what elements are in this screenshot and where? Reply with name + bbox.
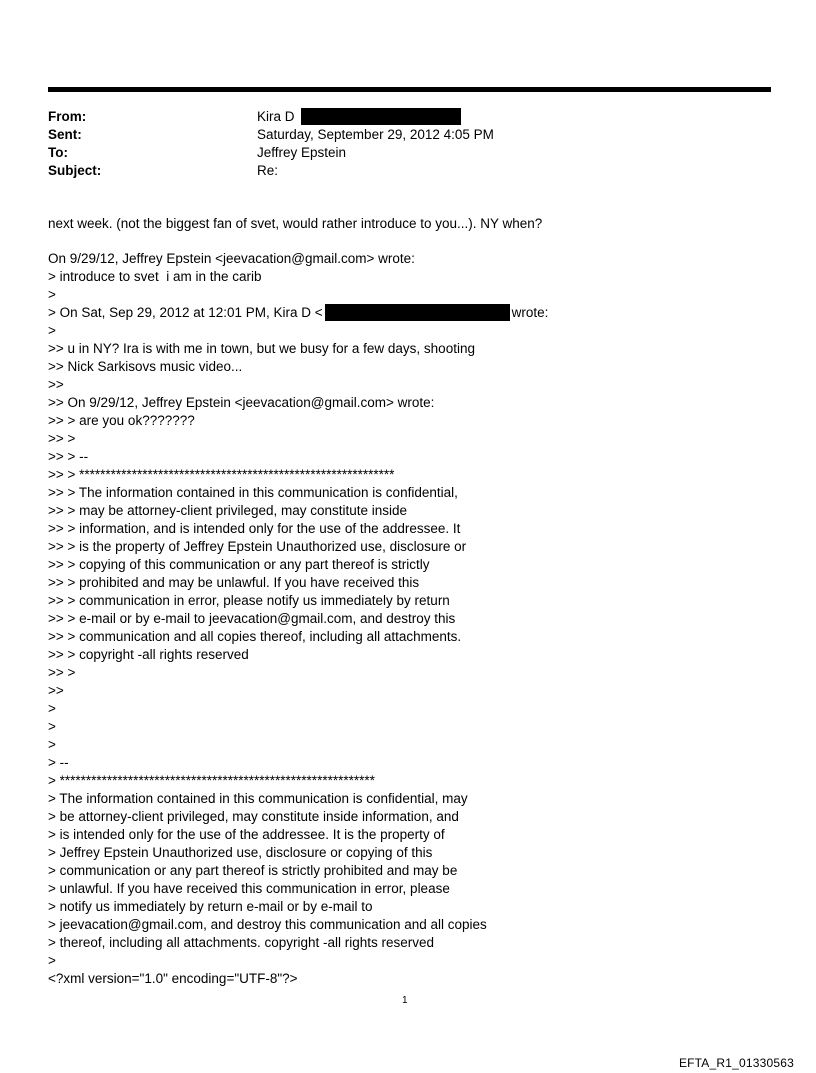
sent-label: Sent: bbox=[48, 127, 82, 142]
text-line: > unlawful. If you have received this communication in error, please bbox=[48, 881, 450, 896]
subject-label: Subject: bbox=[48, 163, 102, 178]
text-line: >> Nick Sarkisovs music video... bbox=[48, 359, 243, 374]
text-line: > -- bbox=[48, 755, 69, 770]
text-line: >> bbox=[48, 683, 64, 698]
text-line: > bbox=[48, 323, 56, 338]
text-line: > jeevacation@gmail.com, and destroy this communication and all copies bbox=[48, 917, 487, 932]
text-line: >> bbox=[48, 377, 64, 392]
text-line: > notify us immediately by return e-mail or by e-mail to bbox=[48, 899, 373, 914]
text-line: > bbox=[48, 701, 56, 716]
from-value bbox=[257, 108, 461, 126]
text-line: >> > may be attorney-client privileged, may constitute inside bbox=[48, 503, 408, 518]
redaction-box bbox=[301, 108, 461, 125]
quoted-header-prefix: > On Sat, Sep 29, 2012 at 12:01 PM, Kira D < bbox=[48, 305, 323, 320]
text-line: > The information contained in this communication is confidential, may bbox=[48, 791, 468, 806]
text-line: >> > bbox=[48, 665, 76, 680]
text-line: On 9/29/12, Jeffrey Epstein <jeevacation@gmail.com> wrote: bbox=[48, 251, 415, 266]
subject-value: Re: bbox=[257, 163, 279, 178]
text-line: >> > copyright -all rights reserved bbox=[48, 647, 249, 662]
text-line: >> u in NY? Ira is with me in town, but we busy for a few days, shooting bbox=[48, 341, 475, 356]
text-line: > thereof, including all attachments. copyright -all rights reserved bbox=[48, 935, 435, 950]
text-line: >> > e-mail or by e-mail to jeevacation@gmail.com, and destroy this bbox=[48, 611, 456, 626]
text-line: >> > are you ok??????? bbox=[48, 413, 195, 428]
text-line: >> > is the property of Jeffrey Epstein Unauthorized use, disclosure or bbox=[48, 539, 467, 554]
text-line: >> > information, and is intended only for the use of the addressee. It bbox=[48, 521, 461, 536]
document-id: EFTA_R1_01330563 bbox=[678, 1056, 794, 1070]
quoted-header-suffix: wrote: bbox=[511, 305, 549, 320]
text-line: > Jeffrey Epstein Unauthorized use, disclosure or copying of this bbox=[48, 845, 433, 860]
text-line: >> > communication and all copies thereof, including all attachments. bbox=[48, 629, 462, 644]
sent-value: Saturday, September 29, 2012 4:05 PM bbox=[257, 127, 494, 142]
text-line: > is intended only for the use of the addressee. It is the property of bbox=[48, 827, 445, 842]
text-line: >> > copying of this communication or any part thereof is strictly bbox=[48, 557, 430, 572]
text-line: > bbox=[48, 953, 56, 968]
email-body bbox=[48, 215, 768, 988]
page-number: 1 bbox=[402, 995, 408, 1006]
reply-text: next week. (not the biggest fan of svet, would rather introduce to you...). NY when? bbox=[48, 216, 543, 231]
text-line: <?xml version="1.0" encoding="UTF-8"?> bbox=[48, 971, 298, 986]
text-line: > bbox=[48, 287, 56, 302]
text-line: >> > prohibited and may be unlawful. If you have received this bbox=[48, 575, 420, 590]
text-line: > communication or any part thereof is strictly prohibited and may be bbox=[48, 863, 458, 878]
text-line: >> > The information contained in this communication is confidential, bbox=[48, 485, 458, 500]
text-line: > ************************************************************ bbox=[48, 773, 375, 788]
header-rule bbox=[48, 87, 771, 92]
from-name: Kira D bbox=[257, 109, 295, 124]
text-line: > be attorney-client privileged, may constitute inside information, and bbox=[48, 809, 459, 824]
text-line: >> On 9/29/12, Jeffrey Epstein <jeevacation@gmail.com> wrote: bbox=[48, 395, 435, 410]
text-line: >> > communication in error, please notify us immediately by return bbox=[48, 593, 450, 608]
redaction-box bbox=[325, 304, 510, 321]
quoted-header-line bbox=[48, 304, 768, 322]
text-line: > bbox=[48, 737, 56, 752]
text-line: >> > ************************************************************ bbox=[48, 467, 395, 482]
to-value: Jeffrey Epstein bbox=[257, 145, 347, 160]
quoted-block-1 bbox=[48, 250, 768, 304]
text-line: >> > -- bbox=[48, 449, 89, 464]
to-label: To: bbox=[48, 145, 68, 160]
text-line: > introduce to svet i am in the carib bbox=[48, 269, 262, 284]
text-line: > bbox=[48, 719, 56, 734]
spacer bbox=[48, 233, 768, 250]
quoted-block-2 bbox=[48, 322, 768, 988]
text-line: >> > bbox=[48, 431, 76, 446]
from-label: From: bbox=[48, 109, 87, 124]
